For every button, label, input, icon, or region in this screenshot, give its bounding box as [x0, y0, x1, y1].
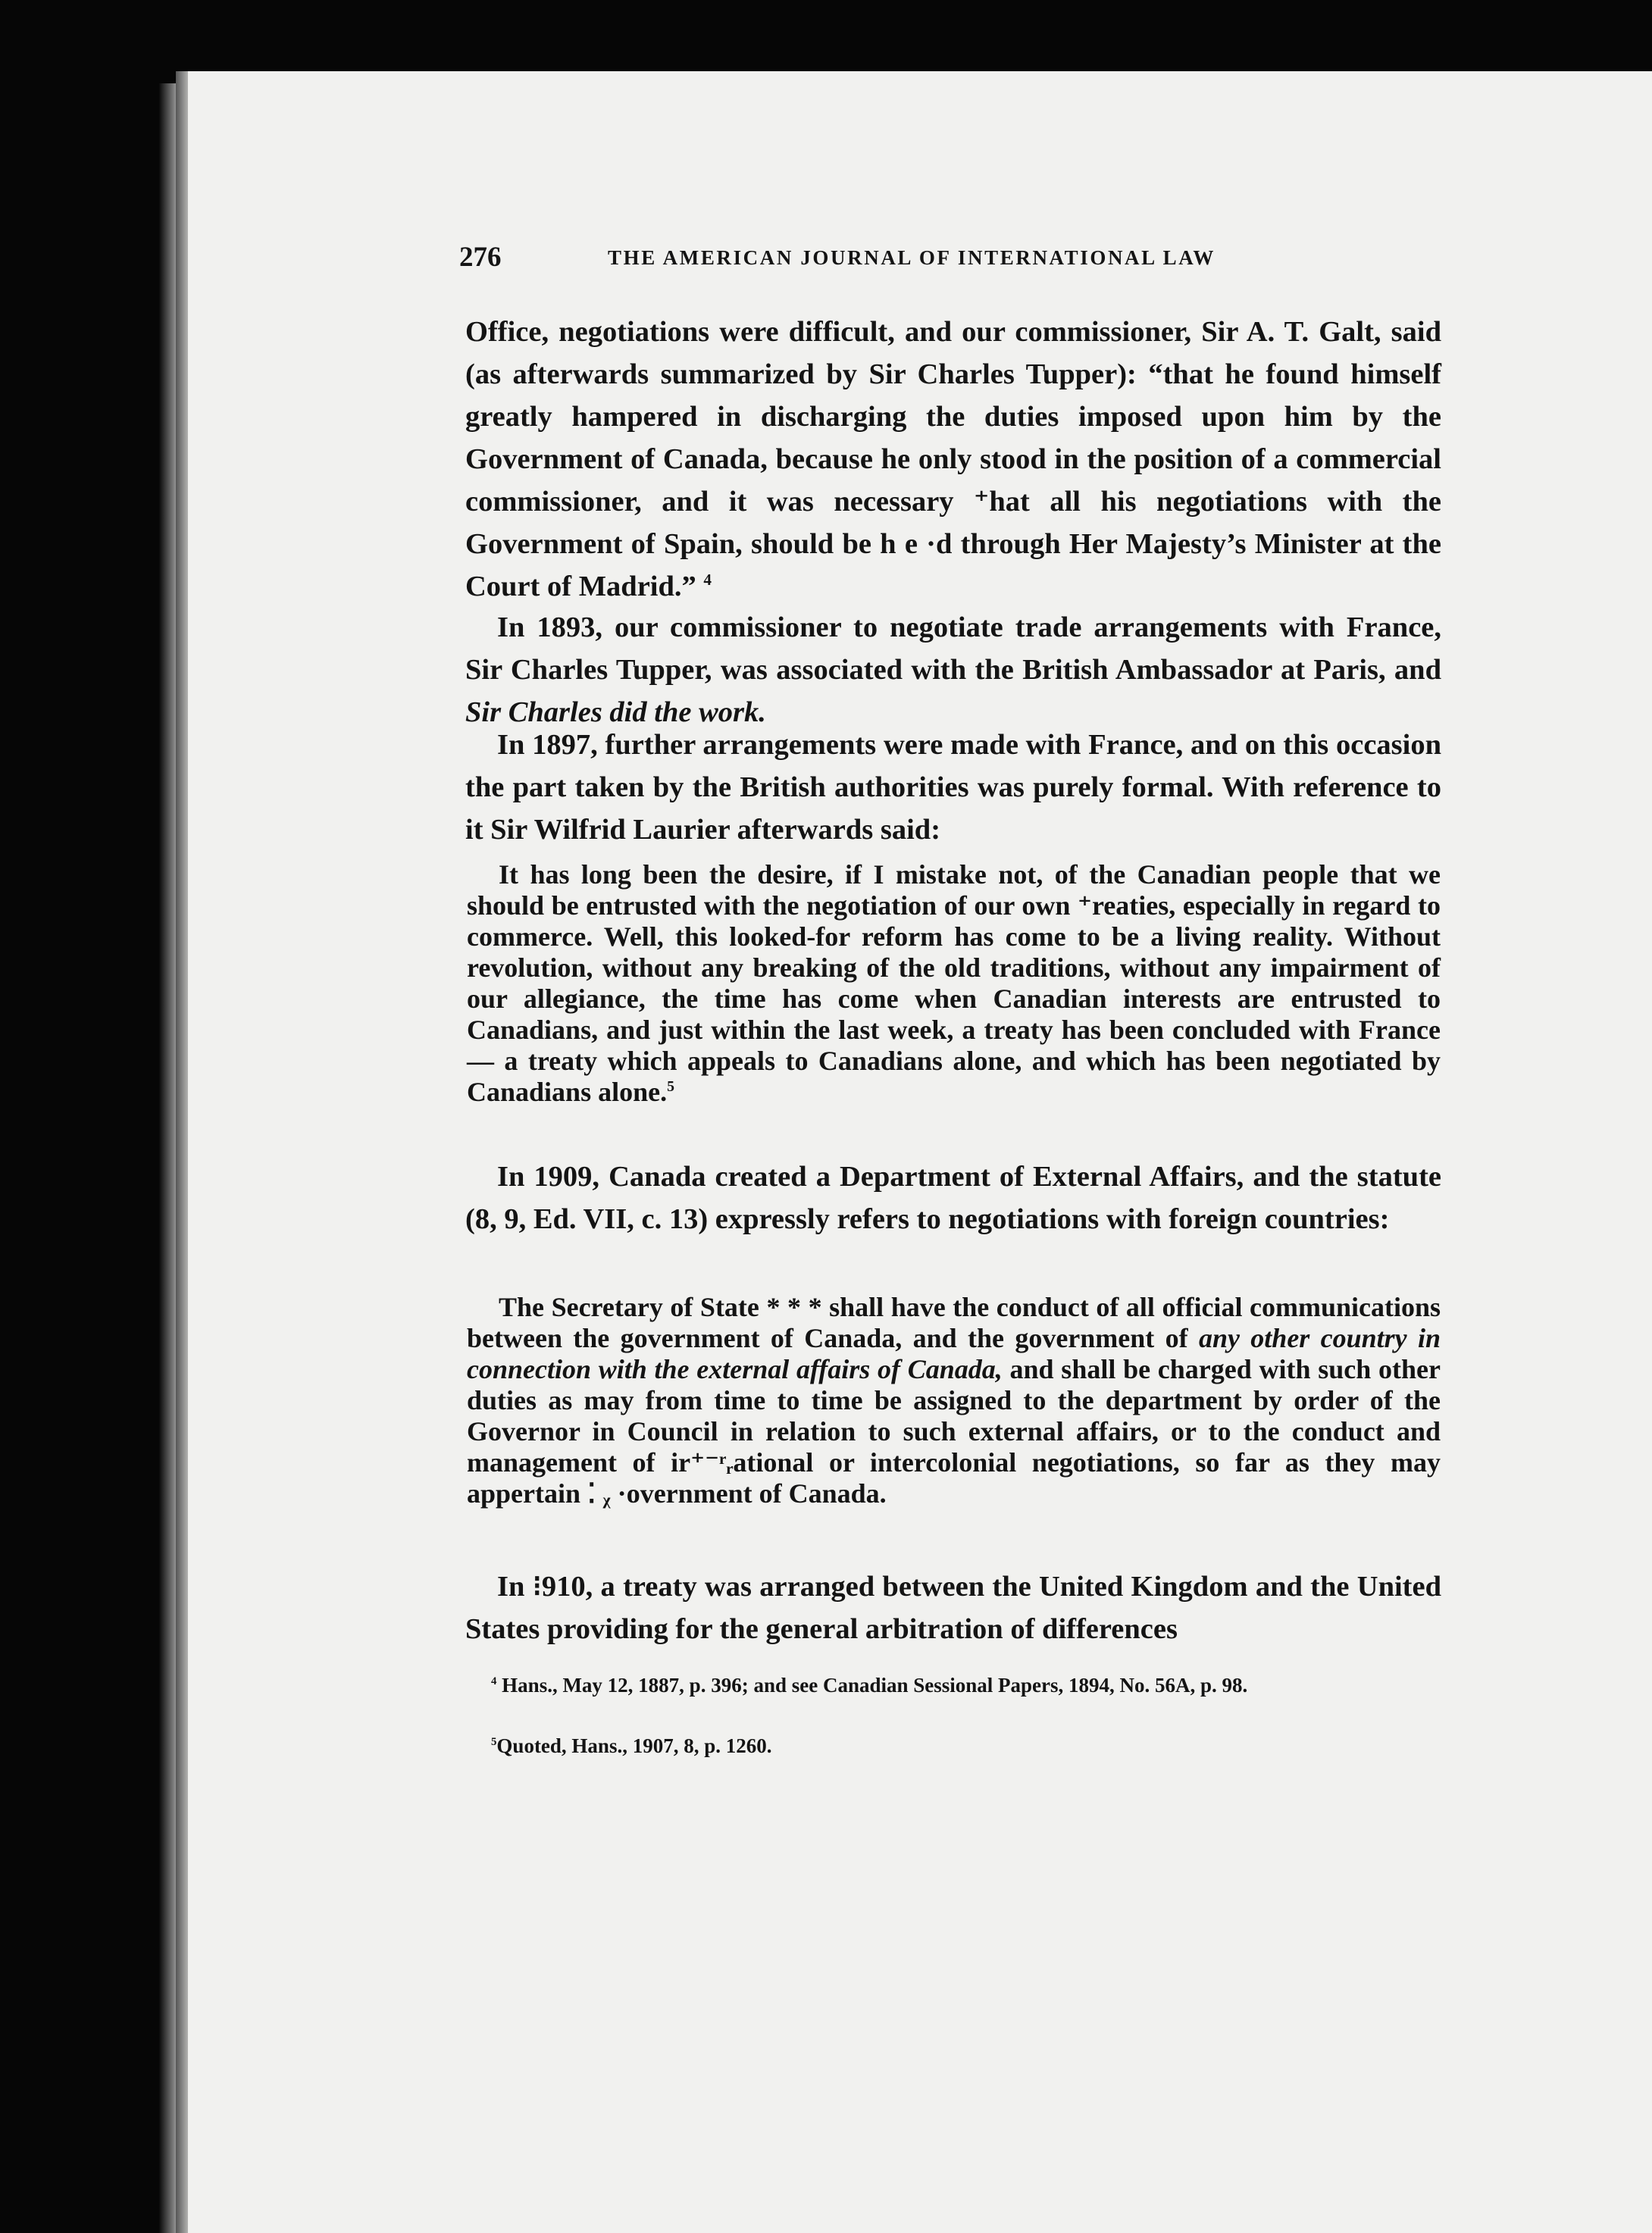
page-header	[459, 241, 1444, 274]
quote-text: It has long been the desire, if I mistake not, of the Canadian people that we should be entrusted with the negotiation of our own ⁺reaties, especially in regard to commerce. Well, this looked-for reform has come to be a living reality. Without revolution, without any breaking of the old traditions, without any impairment of our allegiance, the time has come when Canadian interests are entrusted to Canadians, and just within the last week, a treaty has been concluded with France — a treaty which appeals to Canadians alone, and which has been negotiated by Canadians alone.	[467, 859, 1441, 1107]
paragraph-text: In 1909, Canada created a Department of External Affairs, and the statute (8, 9, Ed. VII, c. 13) expressly refers to negotiations with foreign countries:	[465, 1161, 1441, 1235]
quote-text-continued: and shall be charged with such other duties as may from time to time be assigned to the department by order of the Governor in Council in relation to such external affairs, or to the conduct and management of ir⁺⁻ʳᵣational or intercolonial negotiations, so far as they may appertain ⁚ ᵪ ·overnment of Canada.	[467, 1354, 1441, 1509]
block-quote-statute	[467, 1292, 1441, 1509]
footnote-ref-5: 5	[667, 1078, 674, 1095]
footnote-text: Hans., May 12, 1887, p. 396; and see Canadian Sessional Papers, 1894, No. 56A, p. 98.	[502, 1674, 1248, 1697]
footnote-mark: 4	[491, 1675, 497, 1687]
paragraph-1893	[465, 606, 1441, 733]
footnote-ref-4: 4	[703, 571, 712, 590]
page-number: 276	[459, 242, 502, 273]
running-head: THE AMERICAN JOURNAL OF INTERNATIONAL LAW	[608, 246, 1216, 269]
paragraph-1909	[465, 1156, 1441, 1240]
footnote-text: Quoted, Hans., 1907, 8, p. 1260.	[496, 1734, 772, 1757]
paragraph-text: Office, negotiations were difficult, and our commissioner, Sir A. T. Galt, said (as afterwards summarized by Sir Charles Tupper): “that he found himself greatly hampered in discharging the duties imposed upon him by the Government of Canada, because he only stood in the position of a commercial commissioner, and it was necessary ⁺hat all his negotiations with the Government of Spain, should be h e ·d through Her Majesty’s Minister at the Court of Madrid.”	[465, 316, 1441, 602]
emphasis-text: any other country in connection with the external affairs of Canada,	[467, 1323, 1441, 1384]
footnote-4	[467, 1671, 1441, 1700]
emphasis-text: Sir Charles did the work.	[465, 696, 766, 728]
footnote-mark: 5	[491, 1736, 497, 1748]
block-quote-laurier	[467, 859, 1441, 1108]
paragraph-text: In 1893, our commissioner to negotiate trade arrangements with France, Sir Charles Tupper, was associated with the British Ambassador at Paris, and	[465, 611, 1441, 686]
paragraph-1910	[465, 1565, 1441, 1650]
paragraph-1897	[465, 724, 1441, 851]
quote-text: The Secretary of State * * * shall have the conduct of all official communications between the government of Canada, and the government of	[467, 1292, 1441, 1353]
paragraph-galt	[465, 311, 1441, 608]
paragraph-text: In ⁝910, a treaty was arranged between the United Kingdom and the United States providing for the general arbitration of differences	[465, 1571, 1441, 1645]
footnote-5	[467, 1731, 1441, 1760]
paragraph-text: In 1897, further arrangements were made with France, and on this occasion the part taken by the British authorities was purely formal. With reference to it Sir Wilfrid Laurier afterwards said:	[465, 729, 1441, 846]
